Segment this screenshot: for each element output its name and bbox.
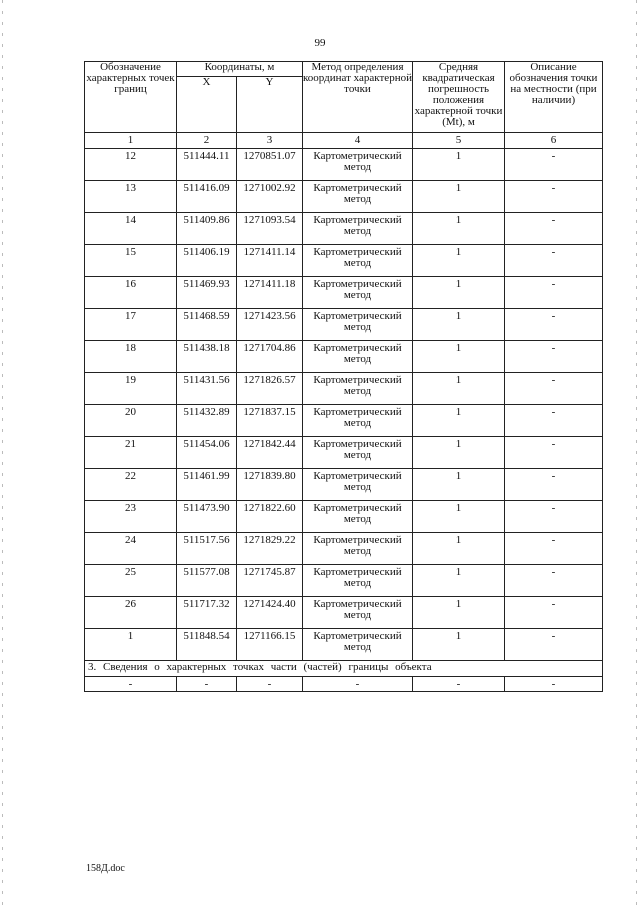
cell-description: -: [505, 341, 603, 373]
cell-error: 1: [413, 597, 505, 629]
cell-x: 511469.93: [177, 277, 237, 309]
left-edge-scan-marks: [2, 0, 3, 905]
cell-x: 511577.08: [177, 565, 237, 597]
coordinates-table: [84, 61, 603, 692]
cell-method: Картометрический метод: [303, 629, 413, 661]
cell-method: Картометрический метод: [303, 533, 413, 565]
section-row: [85, 661, 603, 677]
cell-y: 1271837.15: [237, 405, 303, 437]
cell-method: Картометрический метод: [303, 149, 413, 181]
cell-error: 1: [413, 245, 505, 277]
cell-description: -: [505, 533, 603, 565]
cell-x: 511461.99: [177, 469, 237, 501]
section-value: -: [177, 677, 237, 692]
cell-point: 20: [85, 405, 177, 437]
cell-y: 1271745.87: [237, 565, 303, 597]
column-number: 5: [413, 133, 505, 149]
cell-description: -: [505, 373, 603, 405]
cell-point: 23: [85, 501, 177, 533]
cell-error: 1: [413, 149, 505, 181]
cell-error: 1: [413, 277, 505, 309]
cell-description: -: [505, 597, 603, 629]
cell-error: 1: [413, 373, 505, 405]
header-description: Описание обозначения точки на местности (при наличии): [505, 62, 603, 133]
cell-method: Картометрический метод: [303, 245, 413, 277]
cell-description: -: [505, 245, 603, 277]
table-body: [85, 149, 603, 661]
cell-y: 1271829.22: [237, 533, 303, 565]
cell-y: 1271411.18: [237, 277, 303, 309]
table-row: [85, 181, 603, 213]
cell-point: 22: [85, 469, 177, 501]
column-number: 4: [303, 133, 413, 149]
cell-point: 18: [85, 341, 177, 373]
cell-x: 511409.86: [177, 213, 237, 245]
cell-point: 12: [85, 149, 177, 181]
cell-y: 1271704.86: [237, 341, 303, 373]
cell-method: Картометрический метод: [303, 181, 413, 213]
cell-x: 511468.59: [177, 309, 237, 341]
cell-method: Картометрический метод: [303, 437, 413, 469]
cell-x: 511848.54: [177, 629, 237, 661]
cell-error: 1: [413, 405, 505, 437]
cell-description: -: [505, 501, 603, 533]
table-row: [85, 277, 603, 309]
cell-y: 1270851.07: [237, 149, 303, 181]
cell-method: Картометрический метод: [303, 277, 413, 309]
section-title: 3. Сведения о характерных точках части (частей) границы объекта: [85, 661, 603, 677]
cell-point: 17: [85, 309, 177, 341]
cell-error: 1: [413, 437, 505, 469]
section-value: -: [85, 677, 177, 692]
column-number: 3: [237, 133, 303, 149]
header-coordinates: Координаты, м: [177, 62, 303, 77]
cell-point: 24: [85, 533, 177, 565]
cell-x: 511454.06: [177, 437, 237, 469]
cell-error: 1: [413, 565, 505, 597]
cell-y: 1271093.54: [237, 213, 303, 245]
section-value: -: [413, 677, 505, 692]
cell-y: 1271002.92: [237, 181, 303, 213]
page-number: 99: [314, 37, 326, 49]
column-number: 6: [505, 133, 603, 149]
table-row: [85, 597, 603, 629]
header-x: X: [177, 77, 237, 133]
table-row: [85, 437, 603, 469]
cell-x: 511473.90: [177, 501, 237, 533]
cell-description: -: [505, 277, 603, 309]
column-number-row: [85, 133, 603, 149]
cell-description: -: [505, 181, 603, 213]
cell-description: -: [505, 309, 603, 341]
cell-method: Картометрический метод: [303, 213, 413, 245]
cell-method: Картометрический метод: [303, 565, 413, 597]
table-row: [85, 341, 603, 373]
cell-error: 1: [413, 501, 505, 533]
cell-method: Картометрический метод: [303, 501, 413, 533]
cell-method: Картометрический метод: [303, 597, 413, 629]
cell-description: -: [505, 405, 603, 437]
cell-x: 511444.11: [177, 149, 237, 181]
right-edge-scan-marks: [636, 0, 637, 905]
cell-error: 1: [413, 213, 505, 245]
table-row: [85, 565, 603, 597]
cell-point: 25: [85, 565, 177, 597]
cell-description: -: [505, 629, 603, 661]
cell-description: -: [505, 437, 603, 469]
cell-x: 511438.18: [177, 341, 237, 373]
cell-method: Картометрический метод: [303, 341, 413, 373]
cell-x: 511406.19: [177, 245, 237, 277]
cell-description: -: [505, 213, 603, 245]
cell-x: 511517.56: [177, 533, 237, 565]
table-row: [85, 309, 603, 341]
section-value: -: [303, 677, 413, 692]
column-number: 1: [85, 133, 177, 149]
table-row: [85, 245, 603, 277]
cell-point: 19: [85, 373, 177, 405]
cell-y: 1271839.80: [237, 469, 303, 501]
cell-point: 21: [85, 437, 177, 469]
cell-x: 511431.56: [177, 373, 237, 405]
cell-error: 1: [413, 181, 505, 213]
column-number: 2: [177, 133, 237, 149]
header-point: Обозначение характерных точек границ: [85, 62, 177, 133]
section-value: -: [505, 677, 603, 692]
cell-error: 1: [413, 533, 505, 565]
cell-method: Картометрический метод: [303, 373, 413, 405]
table-row: [85, 629, 603, 661]
cell-description: -: [505, 565, 603, 597]
cell-point: 26: [85, 597, 177, 629]
cell-description: -: [505, 149, 603, 181]
table-row: [85, 405, 603, 437]
cell-x: 511416.09: [177, 181, 237, 213]
cell-method: Картометрический метод: [303, 309, 413, 341]
section-values-row: [85, 677, 603, 692]
cell-error: 1: [413, 629, 505, 661]
footer-filename: 158Д.doc: [86, 863, 125, 874]
cell-y: 1271822.60: [237, 501, 303, 533]
cell-y: 1271424.40: [237, 597, 303, 629]
table-row: [85, 501, 603, 533]
header-error: Средняя квадратическая погрешность положения характерной точки (Mt), м: [413, 62, 505, 133]
cell-description: -: [505, 469, 603, 501]
cell-method: Картометрический метод: [303, 469, 413, 501]
cell-point: 13: [85, 181, 177, 213]
cell-point: 14: [85, 213, 177, 245]
cell-y: 1271166.15: [237, 629, 303, 661]
table-row: [85, 469, 603, 501]
cell-error: 1: [413, 341, 505, 373]
cell-y: 1271423.56: [237, 309, 303, 341]
table-row: [85, 149, 603, 181]
cell-method: Картометрический метод: [303, 405, 413, 437]
cell-point: 16: [85, 277, 177, 309]
cell-x: 511717.32: [177, 597, 237, 629]
header-y: Y: [237, 77, 303, 133]
table-row: [85, 213, 603, 245]
cell-point: 15: [85, 245, 177, 277]
section-value: -: [237, 677, 303, 692]
cell-y: 1271411.14: [237, 245, 303, 277]
cell-y: 1271826.57: [237, 373, 303, 405]
cell-point: 1: [85, 629, 177, 661]
cell-error: 1: [413, 309, 505, 341]
table-row: [85, 373, 603, 405]
header-method: Метод определения координат характерной точки: [303, 62, 413, 133]
cell-error: 1: [413, 469, 505, 501]
table-row: [85, 533, 603, 565]
cell-y: 1271842.44: [237, 437, 303, 469]
cell-x: 511432.89: [177, 405, 237, 437]
